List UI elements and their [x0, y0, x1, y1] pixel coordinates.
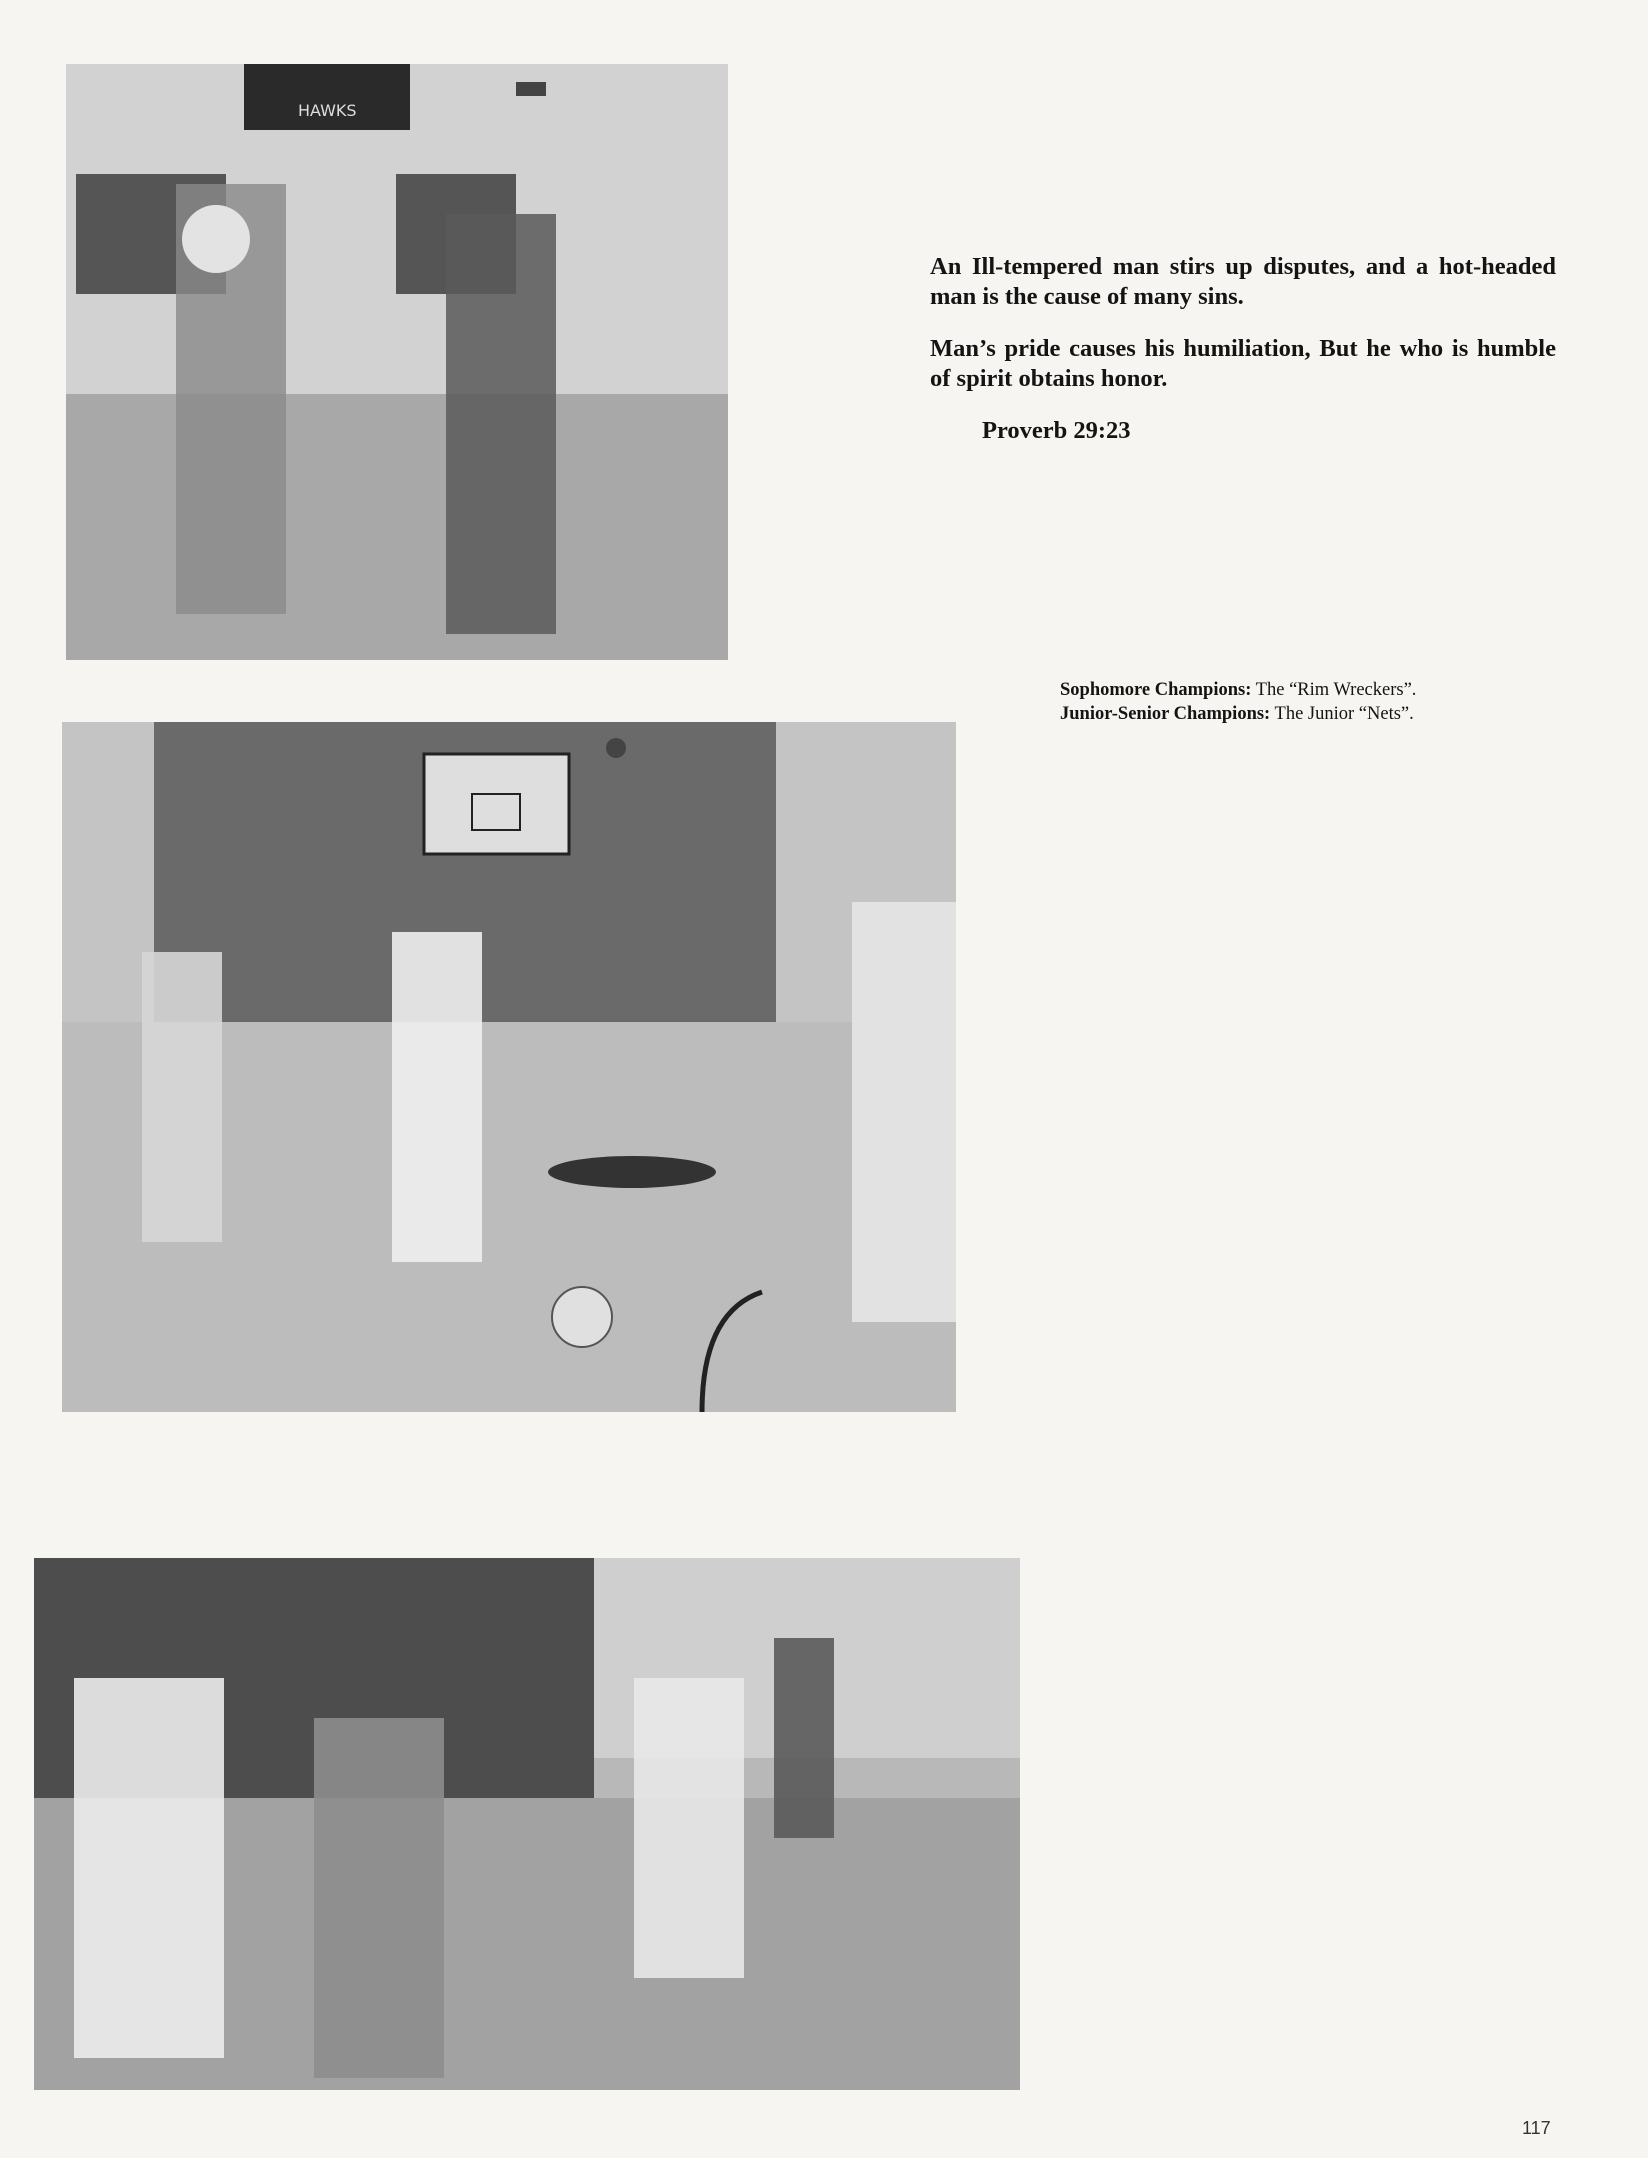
photo-basketball-hoop: [62, 722, 956, 1412]
caption-label: Junior-Senior Champions:: [1060, 704, 1271, 724]
caption-text: The “Rim Wreckers”.: [1251, 680, 1417, 700]
photo-captions: [1060, 678, 1620, 726]
caption-sophomore: [1060, 678, 1620, 702]
quote-line-2: Man’s pride causes his humiliation, But he who is humble of spirit obtains honor.: [930, 335, 1556, 392]
caption-text: The Junior “Nets”.: [1270, 704, 1414, 724]
proverb-quote: [930, 252, 1556, 468]
photo-basketball-bleachers: [34, 1558, 1020, 2090]
photo-gym-hawks: [66, 64, 728, 660]
caption-label: Sophomore Champions:: [1060, 680, 1252, 700]
hawks-banner-text: HAWKS: [298, 101, 357, 120]
quote-citation: Proverb 29:23: [982, 417, 1131, 444]
caption-junior-senior: [1060, 702, 1620, 726]
page-number: 117: [1522, 2118, 1551, 2138]
quote-line-1: An Ill-tempered man stirs up disputes, and a hot-headed man is the cause of many sins.: [930, 253, 1556, 310]
